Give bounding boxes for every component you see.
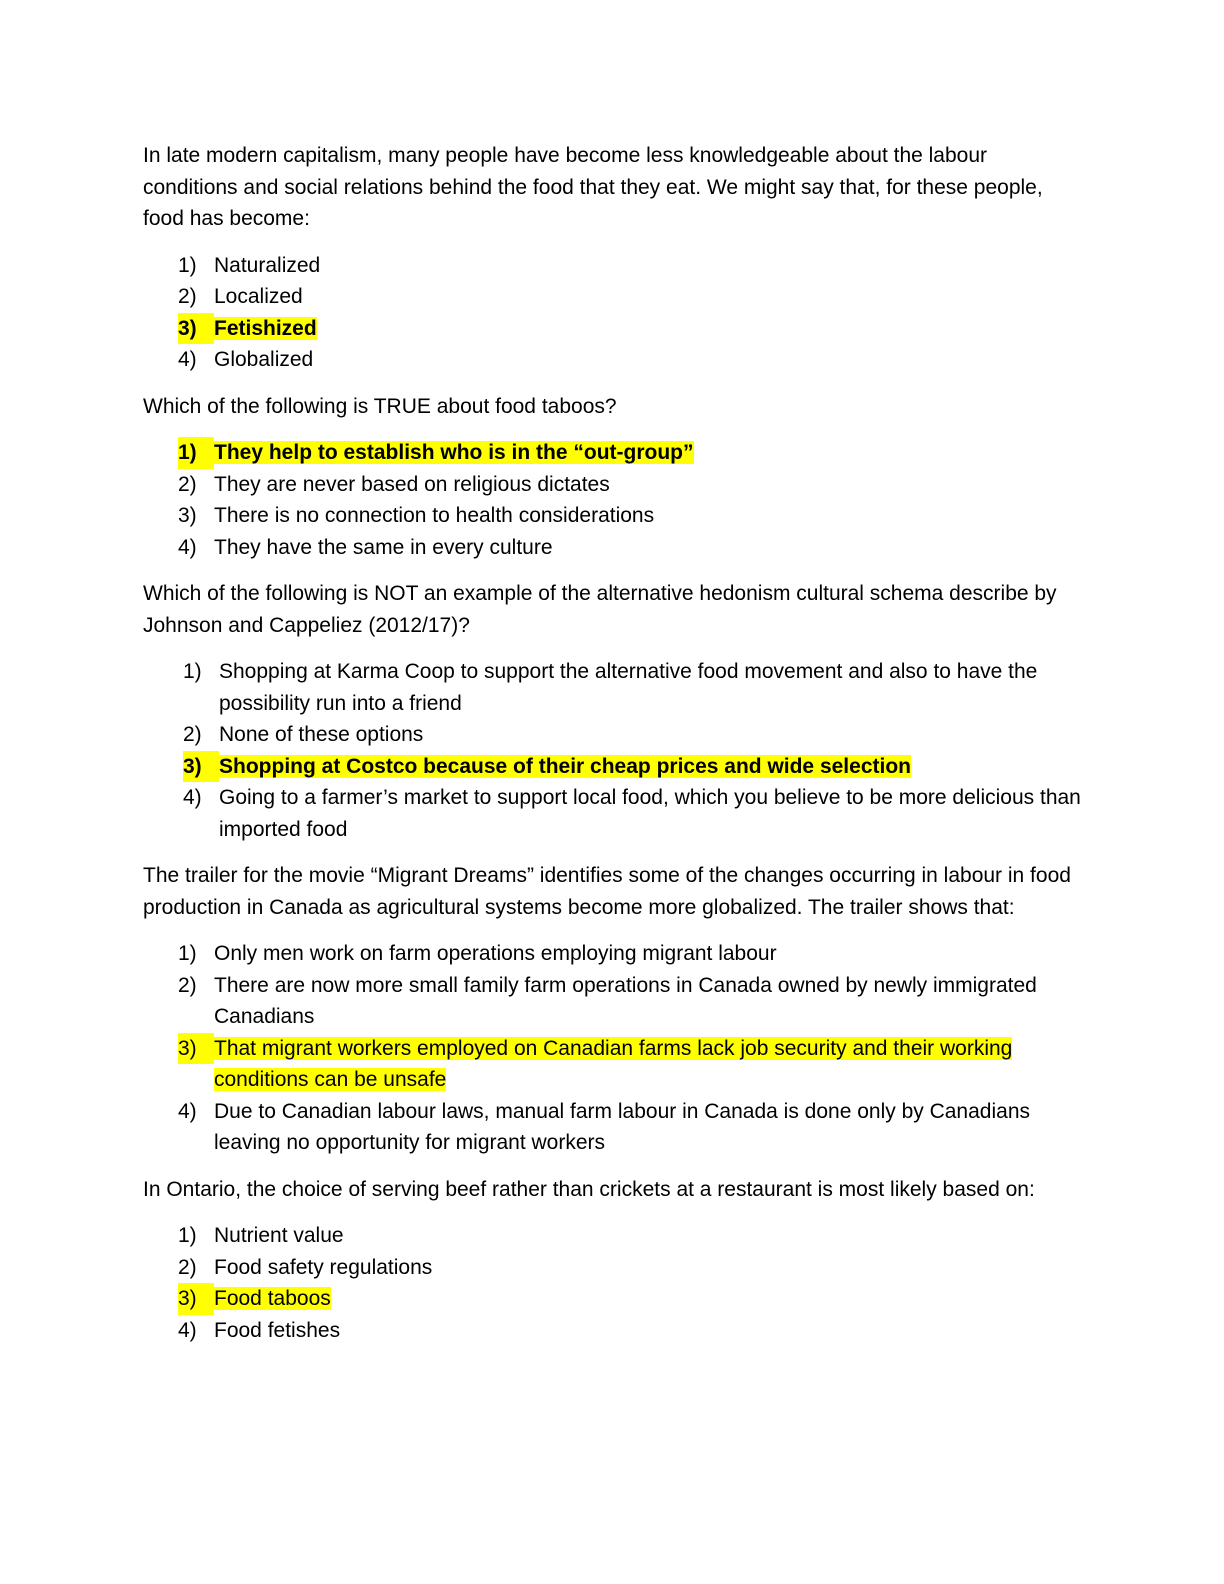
- option-item: [143, 500, 1083, 532]
- question-4-text: The trailer for the movie “Migrant Dreams” identifies some of the changes occurring in labour in food production in Canada as agricultural systems become more globalized. The trailer shows that:: [143, 864, 1071, 919]
- option-item-answer: [143, 437, 1083, 469]
- option-number: 3): [178, 313, 214, 345]
- question-1-text: In late modern capitalism, many people have become less knowledgeable about the labour conditions and social relations behind the food that they eat. We might say that, for these people, food has become:: [143, 144, 1043, 230]
- option-item: [143, 1220, 1083, 1252]
- option-item-answer: [143, 313, 1083, 345]
- option-number: 3): [178, 1033, 214, 1065]
- question-3-text: Which of the following is NOT an example of the alternative hedonism cultural schema describe by Johnson and Cappeliez (2012/17)?: [143, 582, 1057, 637]
- option-number: 3): [183, 751, 219, 783]
- option-number: 4): [178, 348, 197, 371]
- option-number: 1): [183, 660, 202, 683]
- option-text: Globalized: [214, 348, 314, 371]
- option-number: 1): [178, 437, 214, 469]
- option-text: Food safety regulations: [214, 1255, 433, 1279]
- option-text: Shopping at Karma Coop to support the alternative food movement and also to have the possibility run into a friend: [219, 660, 1038, 715]
- option-number: 4): [178, 1318, 197, 1342]
- option-number: 2): [178, 285, 197, 308]
- option-text: Only men work on farm operations employing migrant labour: [214, 942, 777, 965]
- question-5-text: In Ontario, the choice of serving beef rather than crickets at a restaurant is most likely based on:: [143, 1177, 1035, 1201]
- option-number: 1): [178, 1224, 197, 1247]
- question-1-options: [143, 250, 1083, 376]
- option-item: [143, 281, 1083, 313]
- option-number: 3): [178, 1283, 214, 1315]
- option-number: 1): [178, 253, 197, 277]
- option-item: [143, 344, 1083, 376]
- option-text: There is no connection to health considerations: [214, 504, 655, 527]
- option-number: 3): [178, 504, 197, 527]
- option-item: [143, 970, 1083, 1033]
- highlighted-answer: That migrant workers employed on Canadian farms lack job security and their working conditions can be unsafe: [214, 1036, 1013, 1091]
- question-4-options: [143, 938, 1083, 1159]
- option-text: Localized: [214, 285, 303, 308]
- question-3-options: [143, 656, 1083, 845]
- option-number: 1): [178, 942, 197, 965]
- option-number: 2): [183, 723, 202, 746]
- option-text: Food fetishes: [214, 1318, 341, 1342]
- highlighted-answer: They help to establish who is in the “out-group”: [214, 441, 694, 464]
- option-item-answer: [143, 751, 1083, 783]
- option-item: [143, 1096, 1083, 1159]
- option-text: There are now more small family farm operations in Canada owned by newly immigrated Canadians: [214, 973, 1037, 1028]
- option-item: [143, 719, 1083, 751]
- option-text: They are never based on religious dictates: [214, 472, 610, 496]
- option-item: [143, 469, 1083, 501]
- question-5-options: [143, 1220, 1083, 1346]
- option-text: None of these options: [219, 723, 424, 746]
- option-item: [143, 782, 1083, 845]
- option-item: [143, 1315, 1083, 1347]
- option-text: Naturalized: [214, 253, 321, 277]
- document-page: [143, 140, 1083, 1361]
- question-2-options: [143, 437, 1083, 563]
- option-number: 4): [178, 1099, 197, 1123]
- question-2-text: Which of the following is TRUE about food taboos?: [143, 394, 617, 418]
- highlighted-answer: Shopping at Costco because of their cheap prices and wide selection: [219, 754, 911, 778]
- option-number: 2): [178, 472, 197, 496]
- option-text: Due to Canadian labour laws, manual farm labour in Canada is done only by Canadians leaving no opportunity for migrant workers: [214, 1099, 1030, 1154]
- option-number: 4): [183, 786, 202, 809]
- option-number: 2): [178, 1255, 197, 1279]
- option-text: Nutrient value: [214, 1224, 344, 1247]
- option-item: [143, 656, 1083, 719]
- option-item: [143, 1252, 1083, 1284]
- option-item: [143, 938, 1083, 970]
- option-item: [143, 532, 1083, 564]
- highlighted-answer: Food taboos: [214, 1287, 331, 1310]
- option-item-answer: [143, 1033, 1083, 1096]
- option-text: They have the same in every culture: [214, 535, 553, 559]
- option-item-answer: [143, 1283, 1083, 1315]
- option-item: [143, 250, 1083, 282]
- highlighted-answer: Fetishized: [214, 316, 317, 340]
- option-number: 2): [178, 973, 197, 997]
- option-text: Going to a farmer’s market to support local food, which you believe to be more delicious than imported food: [219, 786, 1081, 841]
- option-number: 4): [178, 535, 197, 559]
